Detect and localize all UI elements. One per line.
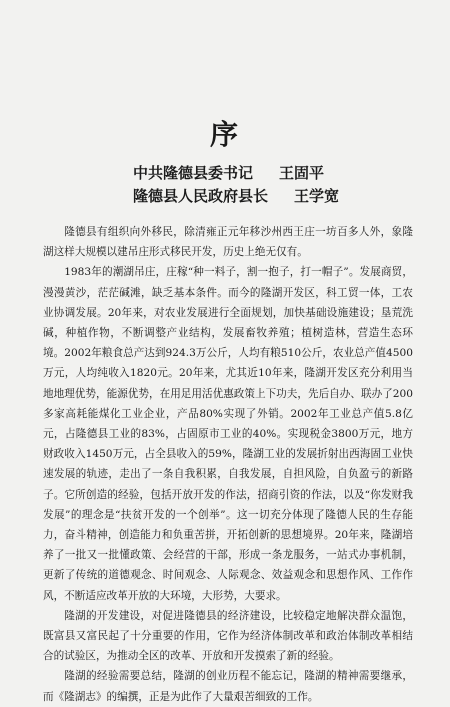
- signature-title-2: 隆德县人民政府县长: [133, 187, 269, 205]
- paragraph-3: 隆湖的开发建设，对促进隆德县的经济建设，比较稳定地解决群众温饱，既富县又富民起了十分重要的作用，它作为经济体制改革和政治体制改革相结合的试验区，为推动全区的改革、开放和开发摸索了新的经验。: [43, 609, 413, 663]
- preface-body: [43, 222, 413, 707]
- paragraph-2: 1983年的潮湖吊庄，庄稼“种一料子，割一抱子，打一帽子”。发展商贸，漫漫黄沙，茫茫碱滩，缺乏基本条件。而今的隆湖开发区，科工贸一体，工农业协调发展。20年来，对农业发展进行全面规划，加快基础设施建设；垦荒洗碱，种植作物，不断调整产业结构，发展畜牧养殖；植树造林，营造生态环境。2002年粮食总产达到924.3万公斤，人均有粮510公斤，农业总产值4500万元，人均纯收入1820元。20年来，尤其近10年来，隆湖开发区充分利用当地地理优势，能源优势，在用足用活优惠政策上下功夫，先后自办、联办了200多家高耗能煤化工业企业，产品80%实现了外销。2002年工业总产值5.8亿元，占隆德县工业的83%，占固原市工业的40%。实现税金3800万元，地方财政收入1450万元，占全县收入的59%，隆湖工业的发展折射出西海固工业快速发展的轨迹，走出了一条自我积累，自我发展，自担风险，自负盈亏的新路子。它所创造的经验，包括开放开发的作法，招商引资的作法，以及“你发财我发展”的理念是“扶贫开发的一个创举”。这一切充分体现了隆德人民的生存能力，奋斗精神，创造能力和负重苦拼，开拓创新的思想境界。20年来，隆湖培养了一批又一批懂政策、会经营的干部，形成一条龙服务，一站式办事机制，更新了传统的道德观念、时间观念、人际观念、效益观念和思想作风、工作作风，不断适应改革开放的大环境，大形势，大要求。: [43, 266, 413, 602]
- signature-name-1: 王固平: [279, 164, 325, 182]
- signature-line-2: [133, 186, 393, 206]
- signature-line-1: [133, 163, 393, 183]
- paragraph-4: 隆湖的经验需要总结，隆湖的创业历程不能忘记，隆湖的精神需要继承，而《隆湖志》的编撰，正是为此作了大量艰苦细致的工作。: [43, 670, 413, 703]
- signature-title-1: 中共隆德县委书记: [133, 164, 254, 182]
- page-title: 序: [209, 118, 240, 151]
- paragraph-1: 隆德县有组织向外移民，除清雍正元年移沙州西王庄一坊百多人外，象隆湖这样大规模以建吊庄形式移民开发，历史上绝无仅有。: [43, 226, 413, 259]
- signature-name-2: 王学宽: [294, 187, 340, 205]
